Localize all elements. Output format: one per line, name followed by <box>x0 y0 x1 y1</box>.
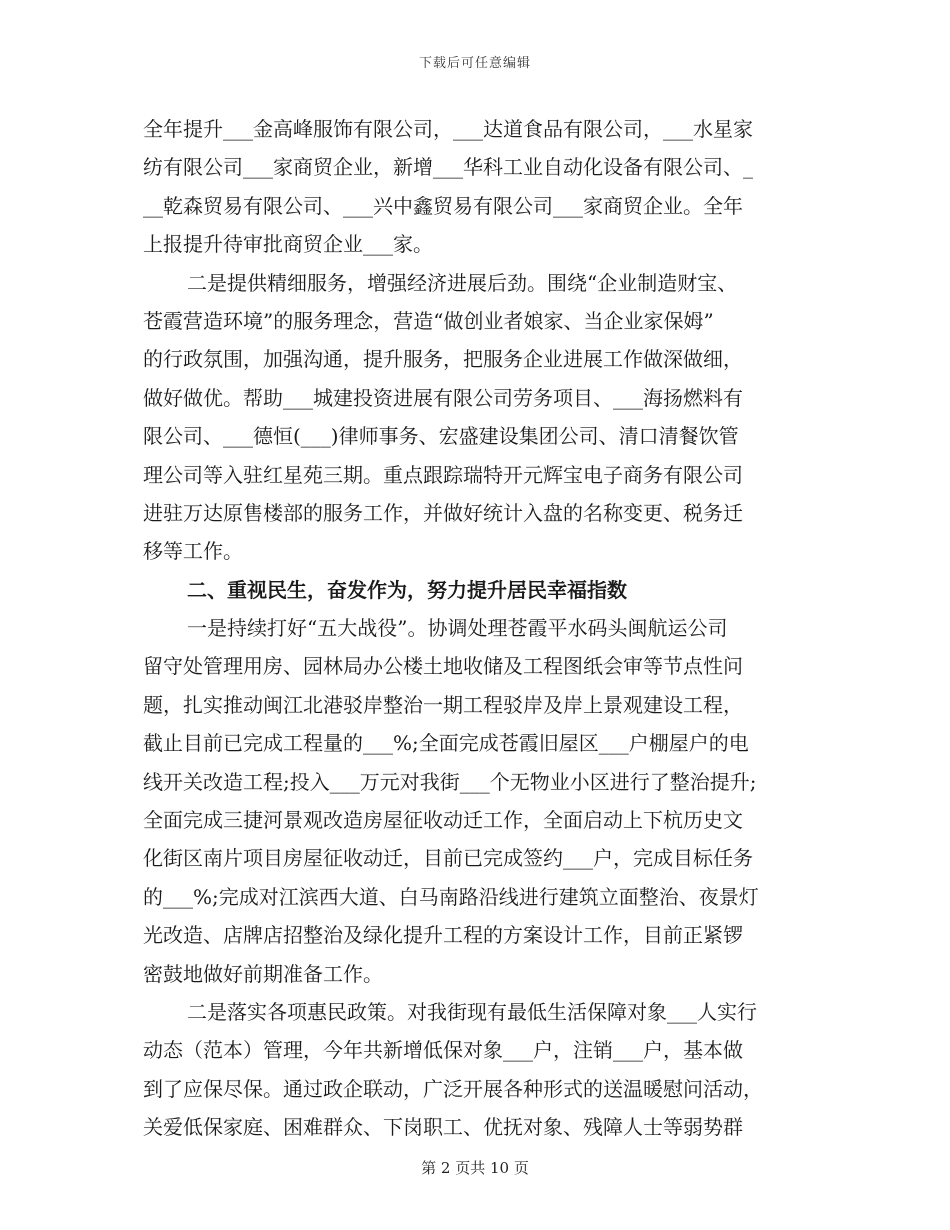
text-line: 光改造、店牌店招整治及绿化提升工程的方案设计工作，目前正紧锣 <box>143 923 743 948</box>
page-footer: 第 2 页共 10 页 <box>421 1159 529 1177</box>
text-line: 全面完成三捷河景观改造房屋征收动迁工作，全面启动上下杭历史文 <box>143 808 743 833</box>
text-line: 的___%;完成对江滨西大道、白马南路沿线进行建筑立面整治、夜景灯 <box>143 884 759 909</box>
text-line: 理公司等入驻红星苑三期。重点跟踪瑞特开元辉宝电子商务有限公司 <box>143 462 743 487</box>
text-line: __乾森贸易有限公司、___兴中鑫贸易有限公司___家商贸企业。全年 <box>143 193 743 218</box>
text-line: 留守处管理用房、园林局办公楼土地收储及工程图纸会审等节点性问 <box>143 654 743 679</box>
text-line: 移等工作。 <box>143 539 243 564</box>
text-line: 截止目前已完成工程量的___%;全面完成苍霞旧屋区___户棚屋户的电 <box>143 731 749 756</box>
document-body <box>143 110 807 1147</box>
text-line: 密鼓地做好前期准备工作。 <box>143 961 383 986</box>
text-line: 到了应保尽保。通过政企联动，广泛开展各种形式的送温暖慰问活动， <box>143 1076 763 1101</box>
text-line: 动态（范本）管理，今年共新增低保对象___户，注销___户，基本做 <box>143 1038 743 1063</box>
text-line: 的行政氛围，加强沟通，提升服务，把服务企业进展工作做深做细， <box>143 347 743 372</box>
text-line: 全年提升___金高峰服饰有限公司，___达道食品有限公司，___水星家 <box>143 117 753 141</box>
text-line: 二是提供精细服务，增强经济进展后劲。围绕“企业制造财宝、 <box>187 270 738 295</box>
text-line: 关爱低保家庭、困难群众、下岗职工、优抚对象、残障人士等弱势群 <box>143 1115 743 1140</box>
text-line: 进驻万达原售楼部的服务工作，并做好统计入盘的名称变更、税务迁 <box>143 500 743 525</box>
page-header: 下载后可任意编辑 <box>418 56 531 71</box>
text-line: 一是持续打好“五大战役”。协调处理苍霞平水码头闽航运公司 <box>187 616 728 641</box>
text-line: 做好做优。帮助___城建投资进展有限公司劳务项目、___海扬燃料有 <box>143 385 743 410</box>
text-line: 限公司、___德恒(___)律师事务、宏盛建设集团公司、清口清餐饮管 <box>143 424 739 449</box>
text-line: 纺有限公司___家商贸企业，新增___华科工业自动化设备有限公司、_ <box>143 155 753 180</box>
text-line: 苍霞营造环境”的服务理念，营造“做创业者娘家、当企业家保姆” <box>143 308 714 333</box>
text-line: 二是落实各项惠民政策。对我街现有最低生活保障对象___人实行 <box>187 999 757 1024</box>
section-heading: 二、重视民生，奋发作为，努力提升居民幸福指数 <box>187 577 627 602</box>
text-line: 线开关改造工程;投入___万元对我街___个无物业小区进行了整治提升; <box>143 769 757 794</box>
text-line: 化街区南片项目房屋征收动迁，目前已完成签约___户，完成目标任务 <box>143 846 753 871</box>
text-line: 题，扎实推动闽江北港驳岸整治一期工程驳岸及岸上景观建设工程， <box>143 692 743 717</box>
text-line: 上报提升待审批商贸企业___家。 <box>143 232 433 257</box>
